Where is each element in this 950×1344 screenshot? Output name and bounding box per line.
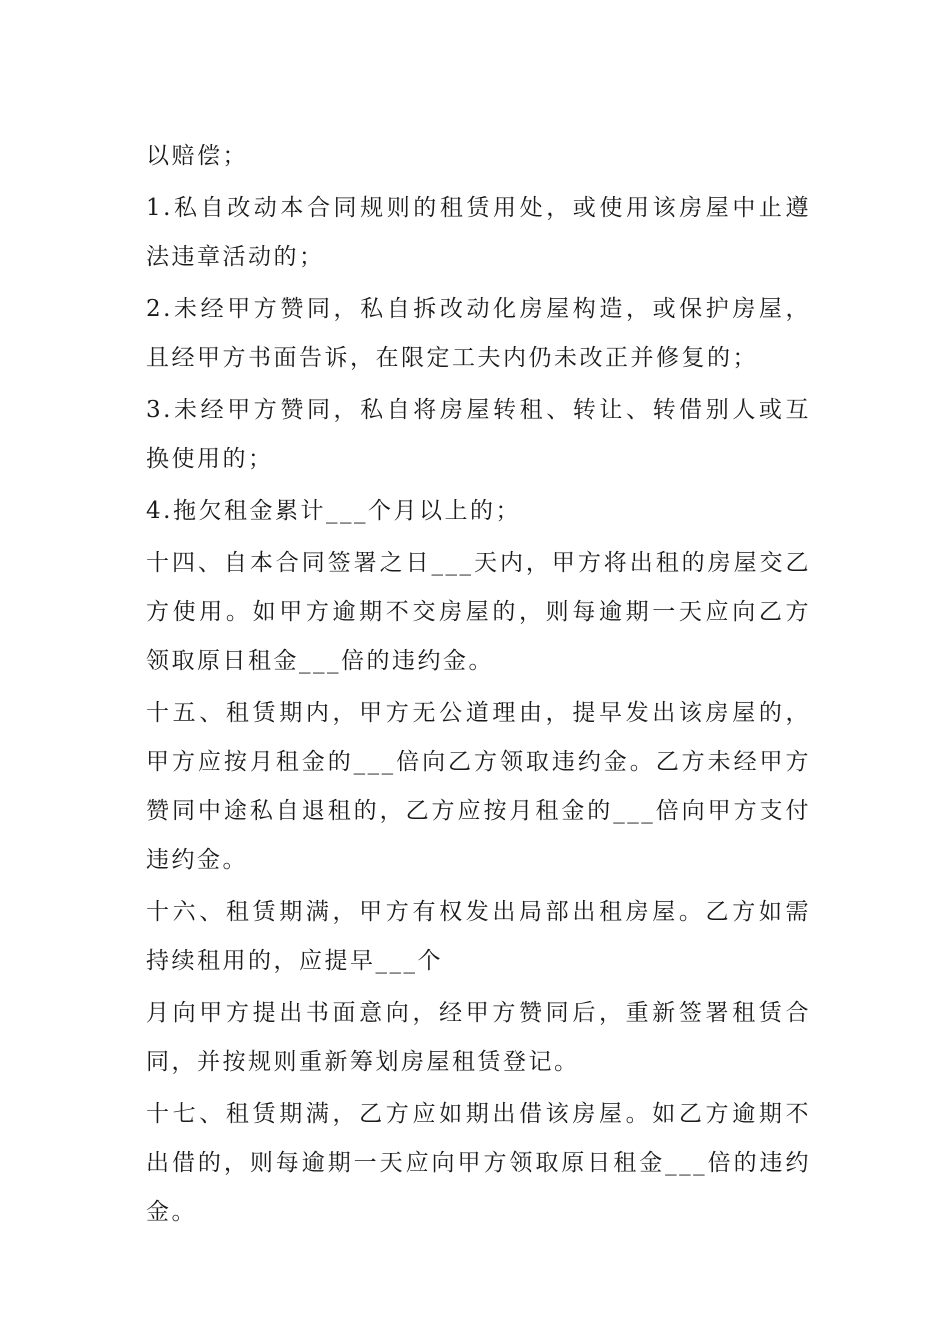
text-line: 换使用的； — [146, 446, 274, 472]
text-line: 以赔偿； — [146, 143, 248, 169]
text-line: 同，并按规则重新筹划房屋租赁登记。 — [146, 1049, 580, 1075]
text-line: 3.未经甲方赞同，私自将房屋转租、转让、转借别人或互 — [146, 397, 811, 423]
document-body — [146, 132, 811, 1237]
text-line: 金。 — [146, 1199, 197, 1225]
text-line: 十四、自本合同签署之日___天内，甲方将出租的房屋交乙 — [146, 550, 811, 576]
text-line: 违约金。 — [146, 847, 248, 873]
text-line: 法违章活动的； — [146, 244, 325, 270]
text-line: 赞同中途私自退租的，乙方应按月租金的___倍向甲方支付 — [146, 798, 811, 824]
text-line: 月向甲方提出书面意向，经甲方赞同后，重新签署租赁合 — [146, 1000, 811, 1026]
text-line: 十五、租赁期内，甲方无公道理由，提早发出该房屋的， — [146, 700, 811, 726]
text-line: 十七、租赁期满，乙方应如期出借该房屋。如乙方逾期不 — [146, 1101, 811, 1127]
text-line: 方使用。如甲方逾期不交房屋的，则每逾期一天应向乙方 — [146, 599, 811, 625]
text-line: 4.拖欠租金累计___个月以上的； — [146, 498, 521, 524]
text-line: 十六、租赁期满，甲方有权发出局部出租房屋。乙方如需 — [146, 899, 811, 925]
text-line: 持续租用的，应提早___个 — [146, 948, 443, 974]
text-line: 领取原日租金___倍的违约金。 — [146, 648, 494, 674]
text-line: 1.私自改动本合同规则的租赁用处，或使用该房屋中止遵 — [146, 195, 811, 221]
text-line: 甲方应按月租金的___倍向乙方领取违约金。乙方未经甲方 — [146, 749, 811, 775]
text-line: 2.未经甲方赞同，私自拆改动化房屋构造，或保护房屋， — [146, 296, 811, 322]
text-line: 出借的，则每逾期一天应向甲方领取原日租金___倍的违约 — [146, 1150, 811, 1176]
text-line: 且经甲方书面告诉，在限定工夫内仍未改正并修复的； — [146, 345, 758, 371]
